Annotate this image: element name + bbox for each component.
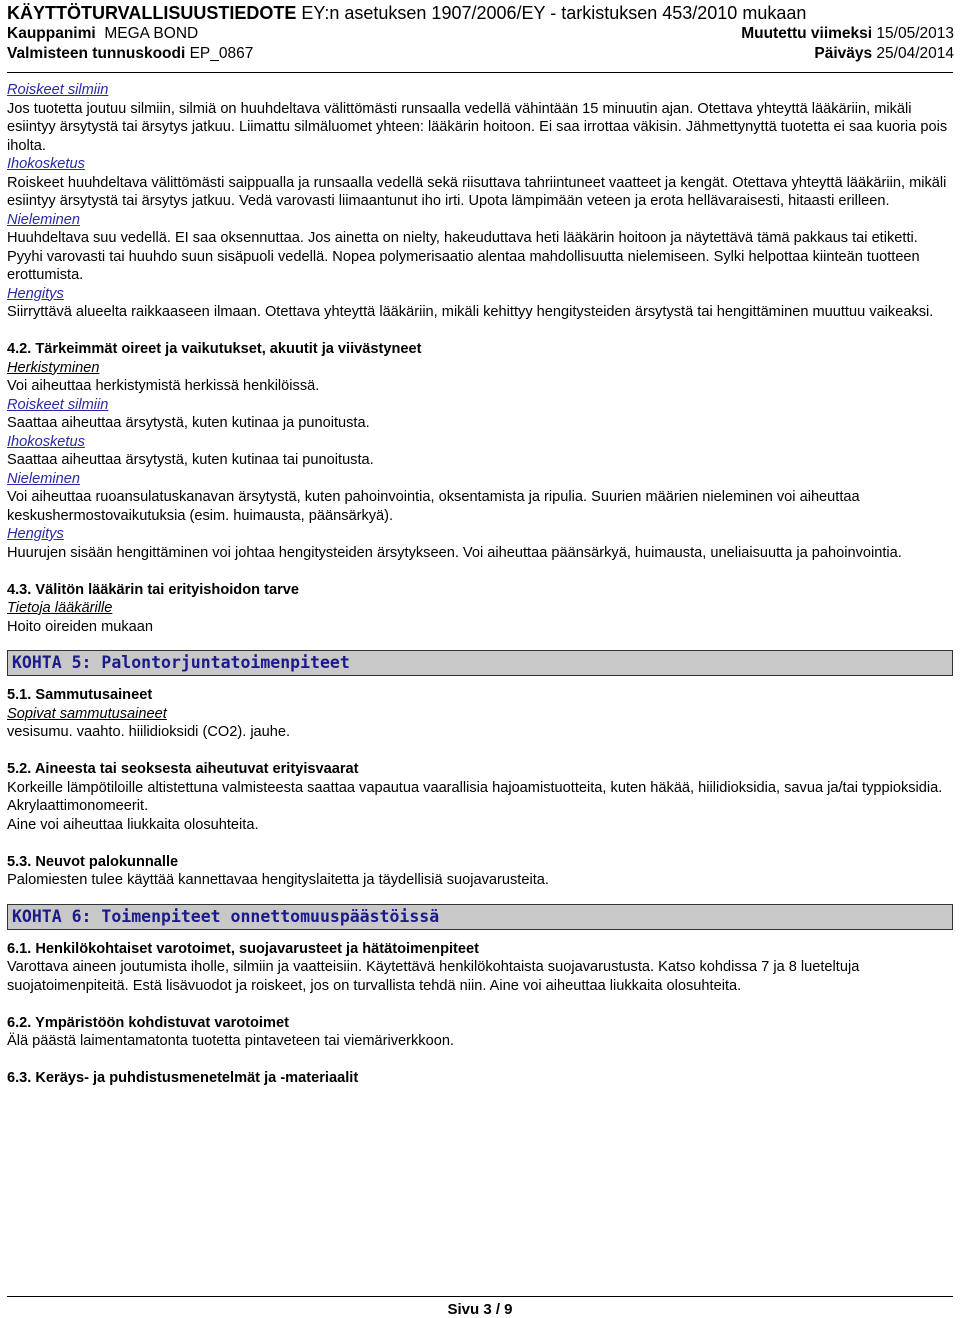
s4-2-skin-label: Ihokosketus <box>7 433 85 450</box>
date-value: 25/04/2014 <box>876 45 954 62</box>
code-label: Valmisteen tunnuskoodi <box>7 45 186 62</box>
modified-value: 15/05/2013 <box>876 25 954 42</box>
s5-3-text: Palomiesten tulee käyttää kannettavaa hengityslaitetta ja täydellisiä suojavarusteita. <box>7 872 549 888</box>
title-main: KÄYTTÖTURVALLISUUSTIEDOTE <box>7 3 297 23</box>
title-regulation: EY:n asetuksen 1907/2006/EY - tarkistuksen 453/2010 mukaan <box>296 3 807 23</box>
s4-2-eyes-text: Saattaa aiheuttaa ärsytystä, kuten kutinaa ja punoitusta. <box>7 415 370 431</box>
header-rule <box>7 72 953 73</box>
s4-2-ingestion-text: Voi aiheuttaa ruoansulatuskanavan ärsytystä, kuten pahoinvointia, oksentamista ja ripulia. Suurien määrien nieleminen voi aiheuttaa keskushermostovaikutuksia (esim. huimausta, päänsärkyä). <box>7 489 860 524</box>
footer-rule <box>7 1296 953 1297</box>
s4-2-inhalation-label: Hengitys <box>7 526 64 542</box>
s6-2-heading: 6.2. Ympäristöön kohdistuvat varotoimet <box>7 1014 289 1031</box>
page-number: Sivu 3 / 9 <box>447 1301 513 1318</box>
code-value: EP_0867 <box>189 45 254 62</box>
s4-2-ingestion-label: Nieleminen <box>7 470 81 487</box>
s5-2-heading: 5.2. Aineesta tai seoksesta aiheutuvat erityisvaarat <box>7 761 359 777</box>
header-row-2 <box>7 44 954 64</box>
modified-date <box>741 24 954 44</box>
section-5-title: KOHTA 5: Palontorjuntatoimenpiteet <box>7 650 953 676</box>
date-label: Päiväys <box>814 45 873 62</box>
s4-1-inhalation-label: Hengitys <box>7 285 64 302</box>
header-row-1 <box>7 24 954 44</box>
s6-1-heading: 6.1. Henkilökohtaiset varotoimet, suojavarusteet ja hätätoimenpiteet <box>7 940 480 957</box>
s4-3-text: Hoito oireiden mukaan <box>7 618 154 635</box>
s4-1-ingestion-text: Huuhdeltava suu vedellä. EI saa oksennuttaa. Jos ainetta on nielty, hakeuduttava heti lääkärin hoitoon ja näytettävä tämä pakkaus tai etiketti. Pyyhi varovasti tai huuhdo suun sisäpuoli vedellä. Nopea polymerisaatio alentaa mahdollisuutta nielemiseen. Sylki helpottaa kiinteän tuotteen erottumista. <box>7 230 920 283</box>
s4-1-inhalation-text: Siirryttävä alueelta raikkaaseen ilmaan. Otettava yhteyttä lääkäriin, mikäli kehittyy hengitysteiden ärsytystä tai hengittäminen muuttuu vaikeaksi. <box>7 304 934 320</box>
s6-1-text: Varottava aineen joutumista iholle, silmiin ja vaatteisiin. Käytettävä henkilökohtaista suojavarustusta. Katso kohdissa 7 ja 8 lueteltuja suojatoimenpiteitä. Estä lisävuodot ja roiskeet, jos on turvallista tehdä niin. Aine voi aiheuttaa liukkaita olosuhteita. <box>7 959 860 994</box>
s4-1-eyes-text: Jos tuotetta joutuu silmiin, silmiä on huuhdeltava välittömästi runsaalla vedellä vähintään 15 minuutin ajan. Otettava yhteyttä lääkäriin, mikäli esiintyy ärsytystä tai ärsytys jatkuu. Liimattu silmäluomet yhteen: lääkärin hoitoon. Ei saa irrottaa väkisin. Jähmettynyttä tuotetta ei saa kuoria pois iholta. <box>7 100 948 154</box>
s4-2-sens-text: Voi aiheuttaa herkistymistä herkissä henkilöissä. <box>7 378 320 394</box>
document-title <box>7 2 954 24</box>
product-label: Kauppanimi <box>7 25 96 42</box>
document-body <box>7 81 953 1088</box>
s4-1-skin-text: Roiskeet huuhdeltava välittömästi saippualla ja runsaalla vedellä sekä riisuttava tahriintuneet vaatteet ja kengät. Otettava yhteyttä lääkäriin, mikäli esiintyy ärsytystä tai ärsytys jatkuu. Vedä varovasti liimaantunut iho irti. Upota lämpimään veteen ja erota hellävaraisesti, hitaasti erilleen. <box>7 174 947 209</box>
modified-label: Muutettu viimeksi <box>741 25 873 42</box>
s5-1-text: vesisumu. vaahto. hiilidioksidi (CO2). jauhe. <box>7 724 291 740</box>
product-code <box>7 44 253 64</box>
s5-1-label: Sopivat sammutusaineet <box>7 705 167 722</box>
s5-3-heading: 5.3. Neuvot palokunnalle <box>7 853 179 870</box>
s5-2-text-1: Korkeille lämpötiloille altistettuna valmisteesta saattaa vapautua vaarallisia hajoamistuotteita, kuten häkää, hiilidioksidia, savua ja/tai typpioksidia. Akrylaattimonomeerit. <box>7 779 943 814</box>
s6-2-text: Älä päästä laimentamatonta tuotetta pintaveteen tai viemäriverkkoon. <box>7 1033 454 1049</box>
s4-3-heading: 4.3. Välitön lääkärin tai erityishoidon tarve <box>7 581 299 598</box>
section-6-title: KOHTA 6: Toimenpiteet onnettomuuspäästöissä <box>7 904 953 930</box>
s5-2-text-2: Aine voi aiheuttaa liukkaita olosuhteita. <box>7 816 259 833</box>
s4-1-ingestion-label: Nieleminen <box>7 211 81 228</box>
s4-3-label: Tietoja lääkärille <box>7 600 113 616</box>
product-name <box>7 24 198 44</box>
issue-date <box>814 44 954 64</box>
product-value: MEGA BOND <box>104 25 199 42</box>
s4-2-sens-label: Herkistyminen <box>7 359 100 376</box>
s4-2-eyes-label: Roiskeet silmiin <box>7 396 109 413</box>
s5-1-heading: 5.1. Sammutusaineet <box>7 687 153 703</box>
s6-3-heading: 6.3. Keräys- ja puhdistusmenetelmät ja -materiaalit <box>7 1070 359 1086</box>
s4-2-inhalation-text: Huurujen sisään hengittäminen voi johtaa hengitysteiden ärsytykseen. Voi aiheuttaa päänsärkyä, huimausta, uneliaisuutta ja pahoinvointia. <box>7 544 902 561</box>
s4-2-skin-text: Saattaa aiheuttaa ärsytystä, kuten kutinaa tai punoitusta. <box>7 452 374 468</box>
s4-1-eyes-label: Roiskeet silmiin <box>7 82 109 98</box>
document-header <box>7 2 954 64</box>
s4-2-heading: 4.2. Tärkeimmät oireet ja vaikutukset, akuutit ja viivästyneet <box>7 341 422 357</box>
s4-1-skin-label: Ihokosketus <box>7 156 85 172</box>
